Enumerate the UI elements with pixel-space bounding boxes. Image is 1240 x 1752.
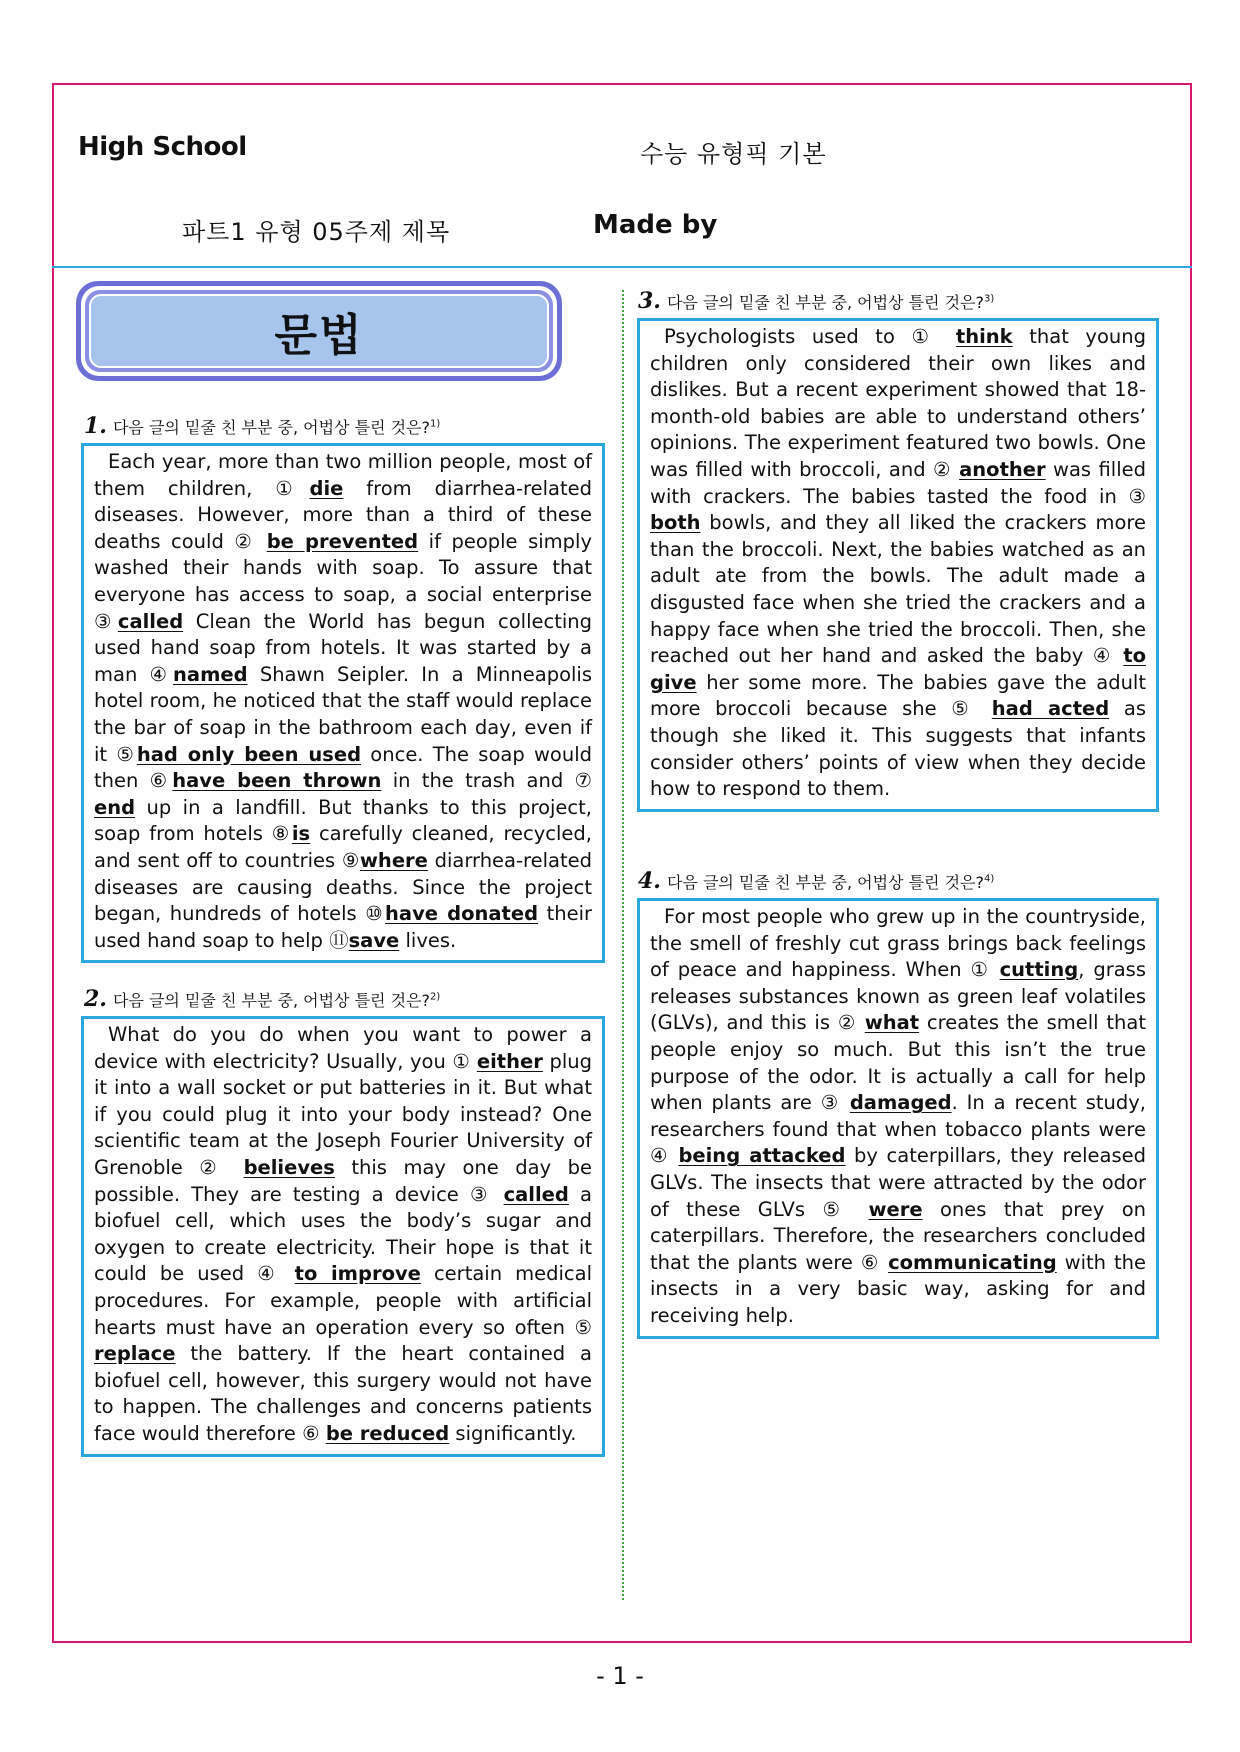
underlined-option: another bbox=[959, 457, 1046, 481]
question-3-passage bbox=[637, 318, 1159, 812]
underlined-option: believes bbox=[243, 1155, 335, 1179]
underlined-option: be prevented bbox=[266, 529, 419, 553]
passage-text: What do you do when you want to power a device with electricity? Usually, you ① bbox=[94, 1023, 592, 1073]
underlined-option: to give bbox=[650, 644, 1146, 694]
underlined-option: called bbox=[503, 1182, 569, 1206]
passage-text: with the insects in a very basic way, asking for and receiving help. bbox=[650, 1250, 1146, 1327]
passage-text: in the trash and ⑦ bbox=[381, 769, 592, 793]
passage-text: plug it into a wall socket or put batteries in it. But what if you could plug it into your body instead? One scientific team at the Joseph Fourier University of Grenoble ② bbox=[94, 1049, 592, 1179]
header-made-by: Made by bbox=[593, 210, 718, 240]
passage-text: was filled with crackers. The babies tasted the food in ③ bbox=[650, 457, 1146, 508]
underlined-option: had only been used bbox=[136, 742, 362, 766]
question-1-prompt: 다음 글의 밑줄 친 부분 중, 어법상 틀린 것은? bbox=[112, 418, 430, 437]
passage-text: Psychologists used to ① bbox=[664, 325, 956, 348]
question-1-passage bbox=[81, 443, 605, 963]
question-3-number: 3. bbox=[638, 288, 661, 314]
underlined-option: damaged bbox=[849, 1091, 952, 1115]
question-2-heading bbox=[84, 986, 440, 1012]
underlined-option: be reduced bbox=[325, 1421, 450, 1445]
passage-text: from diarrhea-related diseases. However, more than a third of these deaths could ② bbox=[94, 476, 593, 553]
question-4-prompt: 다음 글의 밑줄 친 부분 중, 어법상 틀린 것은? bbox=[666, 873, 984, 892]
underlined-option: cutting bbox=[999, 958, 1079, 982]
question-2-footnote: 2) bbox=[430, 991, 441, 1003]
underlined-option: die bbox=[309, 476, 344, 500]
question-2-prompt: 다음 글의 밑줄 친 부분 중, 어법상 틀린 것은? bbox=[112, 991, 430, 1010]
question-1-heading bbox=[84, 413, 440, 439]
underlined-option: replace bbox=[94, 1342, 176, 1366]
passage-text: by caterpillars, they released GLVs. The insects that were attracted by the odor of these GLVs ⑤ bbox=[650, 1144, 1146, 1221]
question-2-text bbox=[94, 1022, 592, 1448]
underlined-option: either bbox=[476, 1049, 543, 1073]
passage-text: . In a recent study, researchers found that when tobacco plants were ④ bbox=[650, 1091, 1146, 1168]
header-right-title: 수능 유형픽 기본 bbox=[640, 140, 827, 168]
question-2-number: 2. bbox=[84, 986, 107, 1012]
underlined-option: to improve bbox=[294, 1262, 421, 1286]
passage-text: this may one day be possible. They are testing a device ③ bbox=[94, 1155, 592, 1206]
passage-text: certain medical procedures. For example, people with artificial hearts must have an operation every so often ⑤ bbox=[94, 1262, 592, 1339]
underlined-option: called bbox=[117, 609, 184, 633]
underlined-option: were bbox=[868, 1197, 923, 1221]
passage-text: creates the smell that people enjoy so much. But this isn’t the true purpose of the odor. It is actually a call for help when plants are ③ bbox=[650, 1011, 1146, 1115]
passage-text: as though she liked it. This suggests that infants consider others’ points of view when they decide how to respond to them. bbox=[650, 697, 1146, 801]
question-1-text bbox=[94, 449, 592, 954]
passage-text: once. The soap would then ⑥ bbox=[94, 742, 592, 793]
passage-text: lives. bbox=[399, 928, 457, 952]
passage-text: that young children only considered their own likes and dislikes. But a recent experiment showed that 18-month-old babies are able to understand others’ opinions. The experiment featured two bowls. One was filled with broccoli, and ② bbox=[650, 325, 1146, 481]
question-4-footnote: 4) bbox=[984, 873, 995, 885]
question-4-passage bbox=[637, 898, 1159, 1339]
passage-text: up in a landfill. But thanks to this project, soap from hotels ⑧ bbox=[94, 795, 592, 846]
passage-text: bowls, and they all liked the crackers more than the broccoli. Next, the babies watched as an adult ate from the bowls. The adult made a disgusted face when she tried the crackers and a happy face when she tried the broccoli. Then, she reached out her hand and asked the baby ④ bbox=[650, 511, 1146, 668]
passage-text: , grass releases substances known as green leaf volatiles (GLVs), and this is ② bbox=[650, 958, 1146, 1035]
passage-text: carefully cleaned, recycled, and sent off to countries ⑨ bbox=[94, 822, 593, 872]
passage-text: Clean the World has begun collecting used hand soap from hotels. It was started by a man ④ bbox=[94, 609, 593, 686]
underlined-option: what bbox=[864, 1011, 920, 1035]
underlined-option: think bbox=[955, 325, 1013, 348]
section-badge bbox=[76, 281, 562, 381]
underlined-option: is bbox=[291, 822, 311, 846]
header-subtitle: 파트1 유형 05주제 제목 bbox=[182, 218, 451, 246]
section-badge-label: 문법 bbox=[274, 310, 364, 361]
underlined-option: named bbox=[173, 662, 248, 686]
underlined-option: save bbox=[348, 928, 400, 952]
passage-text: diarrhea-related diseases are causing deaths. Since the project began, hundreds of hotels ⑩ bbox=[94, 848, 593, 926]
column-divider bbox=[622, 290, 624, 1600]
underlined-option: communicating bbox=[888, 1250, 1057, 1274]
question-3-footnote: 3) bbox=[984, 293, 995, 305]
header-left-title: High School bbox=[78, 132, 247, 162]
page-number: - 1 - bbox=[596, 1662, 644, 1690]
passage-text: Shawn Seipler. In a Minneapolis hotel room, he noticed that the staff would replace the bar of soap in the bathroom each day, even if it ⑤ bbox=[94, 662, 592, 766]
underlined-option: had acted bbox=[991, 697, 1110, 721]
passage-text: For most people who grew up in the countryside, the smell of freshly cut grass brings back feelings of peace and happiness. When ① bbox=[650, 905, 1146, 982]
passage-text: ones that prey on caterpillars. Therefore, the researchers concluded that the plants were ⑥ bbox=[650, 1197, 1146, 1274]
passage-text: Each year, more than two million people, most of them children, ① bbox=[94, 450, 592, 500]
question-1-footnote: 1) bbox=[430, 418, 441, 430]
passage-text: a biofuel cell, which uses the body’s sugar and oxygen to create electricity. Their hope is that it could be used ④ bbox=[94, 1182, 592, 1286]
passage-text: significantly. bbox=[449, 1421, 577, 1445]
question-3-heading bbox=[638, 288, 994, 314]
question-1-number: 1. bbox=[84, 413, 107, 439]
underlined-option: being attacked bbox=[678, 1144, 846, 1168]
passage-text: the battery. If the heart contained a biofuel cell, however, this surgery would not have to happen. The challenges and concerns patients face would therefore ⑥ bbox=[94, 1342, 592, 1445]
question-4-heading bbox=[638, 868, 994, 894]
underlined-option: where bbox=[359, 848, 428, 872]
question-2-passage bbox=[81, 1016, 605, 1457]
underlined-option: both bbox=[650, 511, 701, 535]
question-3-text bbox=[650, 324, 1146, 803]
passage-text: their used hand soap to help ⑪ bbox=[94, 902, 593, 952]
question-4-number: 4. bbox=[638, 868, 661, 894]
header-divider bbox=[52, 266, 1192, 268]
passage-text: her some more. The babies gave the adult more broccoli because she ⑤ bbox=[650, 670, 1146, 721]
underlined-option: end bbox=[94, 795, 136, 819]
question-4-text bbox=[650, 904, 1146, 1330]
underlined-option: have been thrown bbox=[172, 769, 382, 793]
underlined-option: have donated bbox=[385, 902, 539, 926]
question-3-prompt: 다음 글의 밑줄 친 부분 중, 어법상 틀린 것은? bbox=[666, 293, 984, 312]
passage-text: if people simply washed their hands with soap. To assure that everyone has access to soap, a social enterprise ③ bbox=[94, 529, 592, 633]
